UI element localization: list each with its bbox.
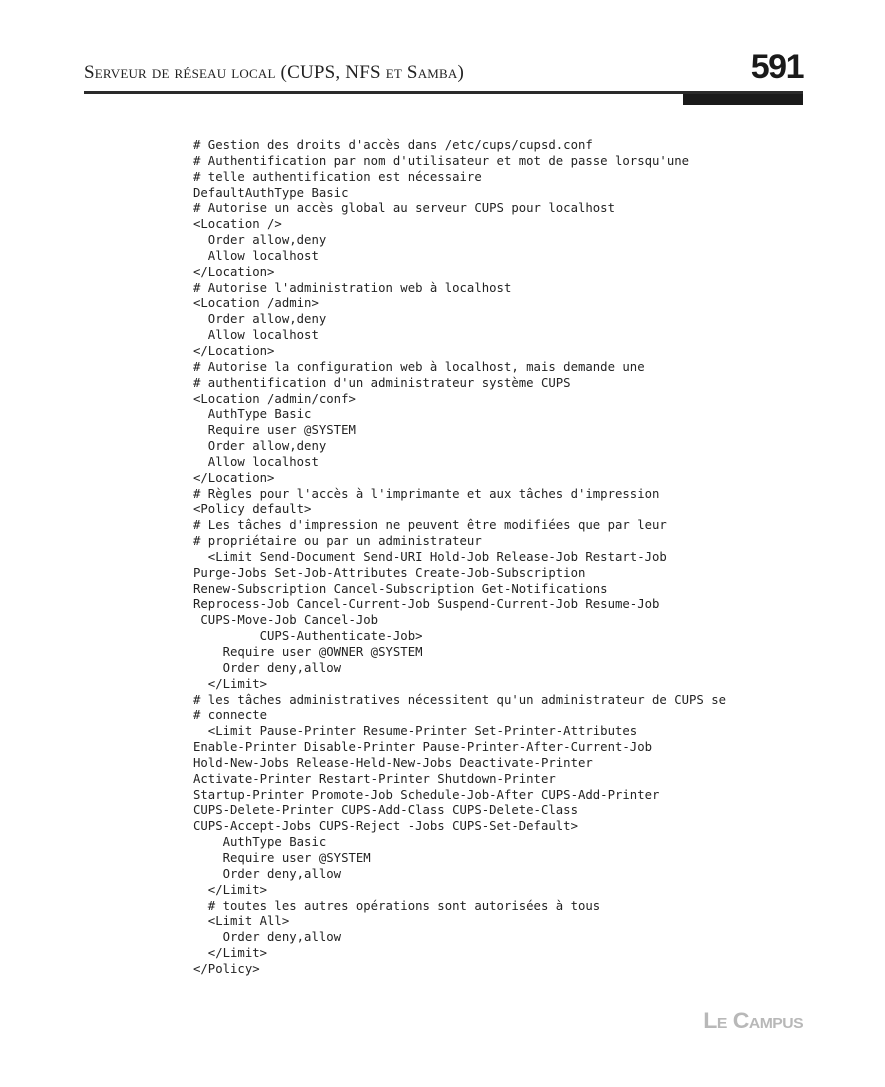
code-line: Order allow,deny [193, 439, 327, 454]
code-line: </Limit> [193, 946, 268, 961]
code-line: Startup-Printer Promote-Job Schedule-Job-After CUPS-Add-Printer [193, 787, 660, 802]
code-line: Enable-Printer Disable-Printer Pause-Printer-After-Current-Job [193, 740, 653, 755]
code-line: DefaultAuthType Basic [193, 185, 349, 200]
code-line: Hold-New-Jobs Release-Held-New-Jobs Deactivate-Printer [193, 755, 593, 770]
code-line: <Location /admin/conf> [193, 391, 356, 406]
code-line: # Autorise la configuration web à localhost, mais demande une [193, 359, 645, 374]
code-line: # toutes les autres opérations sont autorisées à tous [193, 898, 601, 913]
code-line: Order deny,allow [193, 866, 342, 881]
code-line: # propriétaire ou par un administrateur [193, 534, 482, 549]
code-line: CUPS-Delete-Printer CUPS-Add-Class CUPS-Delete-Class [193, 803, 578, 818]
code-line: Allow localhost [193, 248, 319, 263]
code-line: Activate-Printer Restart-Printer Shutdown-Printer [193, 771, 556, 786]
code-line: AuthType Basic [193, 835, 327, 850]
code-line: Reprocess-Job Cancel-Current-Job Suspend-Current-Job Resume-Job [193, 597, 660, 612]
code-line: Order deny,allow [193, 660, 342, 675]
code-line: </Limit> [193, 882, 268, 897]
code-line: # authentification d'un administrateur système CUPS [193, 375, 571, 390]
code-line: CUPS-Move-Job Cancel-Job [193, 613, 379, 628]
code-line: # Les tâches d'impression ne peuvent être modifiées que par leur [193, 518, 667, 533]
code-line: Require user @SYSTEM [193, 850, 371, 865]
code-line: </Location> [193, 264, 275, 279]
code-line: # telle authentification est nécessaire [193, 169, 482, 184]
publisher-logo: Le Campus [703, 1008, 803, 1033]
code-line: Require user @SYSTEM [193, 423, 356, 438]
code-line: <Limit Send-Document Send-URI Hold-Job Release-Job Restart-Job [193, 549, 667, 564]
header-bar [683, 94, 803, 105]
code-line: # Authentification par nom d'utilisateur et mot de passe lorsqu'une [193, 153, 690, 168]
code-line: # Règles pour l'accès à l'imprimante et aux tâches d'impression [193, 486, 660, 501]
code-line: # Gestion des droits d'accès dans /etc/cups/cupsd.conf [193, 138, 593, 152]
code-line: Allow localhost [193, 454, 319, 469]
code-line: Order allow,deny [193, 233, 327, 248]
code-listing [193, 138, 726, 978]
code-line: CUPS-Accept-Jobs CUPS-Reject -Jobs CUPS-Set-Default> [193, 819, 578, 834]
code-line: </Location> [193, 470, 275, 485]
code-line: CUPS-Authenticate-Job> [193, 629, 423, 644]
code-line: # Autorise l'administration web à localhost [193, 280, 512, 295]
code-line: <Limit Pause-Printer Resume-Printer Set-Printer-Attributes [193, 724, 638, 739]
code-line: Order deny,allow [193, 930, 342, 945]
code-line: Require user @OWNER @SYSTEM [193, 645, 423, 659]
code-line: Purge-Jobs Set-Job-Attributes Create-Job-Subscription [193, 565, 586, 580]
code-line: # connecte [193, 708, 268, 723]
code-line: Renew-Subscription Cancel-Subscription Get-Notifications [193, 581, 608, 596]
code-line: </Limit> [193, 676, 268, 691]
running-title: Serveur de réseau local (CUPS, NFS et Samba) [84, 62, 465, 83]
code-line: <Location /admin> [193, 296, 319, 311]
code-line: </Location> [193, 343, 275, 358]
code-line: Order allow,deny [193, 312, 327, 327]
code-line: AuthType Basic [193, 407, 312, 422]
code-line: </Policy> [193, 961, 260, 976]
page-number: 591 [750, 48, 803, 86]
code-line: <Policy default> [193, 502, 312, 517]
code-line: <Location /> [193, 217, 282, 232]
code-line: # Autorise un accès global au serveur CUPS pour localhost [193, 201, 615, 216]
code-line: # les tâches administratives nécessitent qu'un administrateur de CUPS se [193, 692, 727, 707]
code-line: <Limit All> [193, 914, 290, 929]
code-line: Allow localhost [193, 328, 319, 343]
